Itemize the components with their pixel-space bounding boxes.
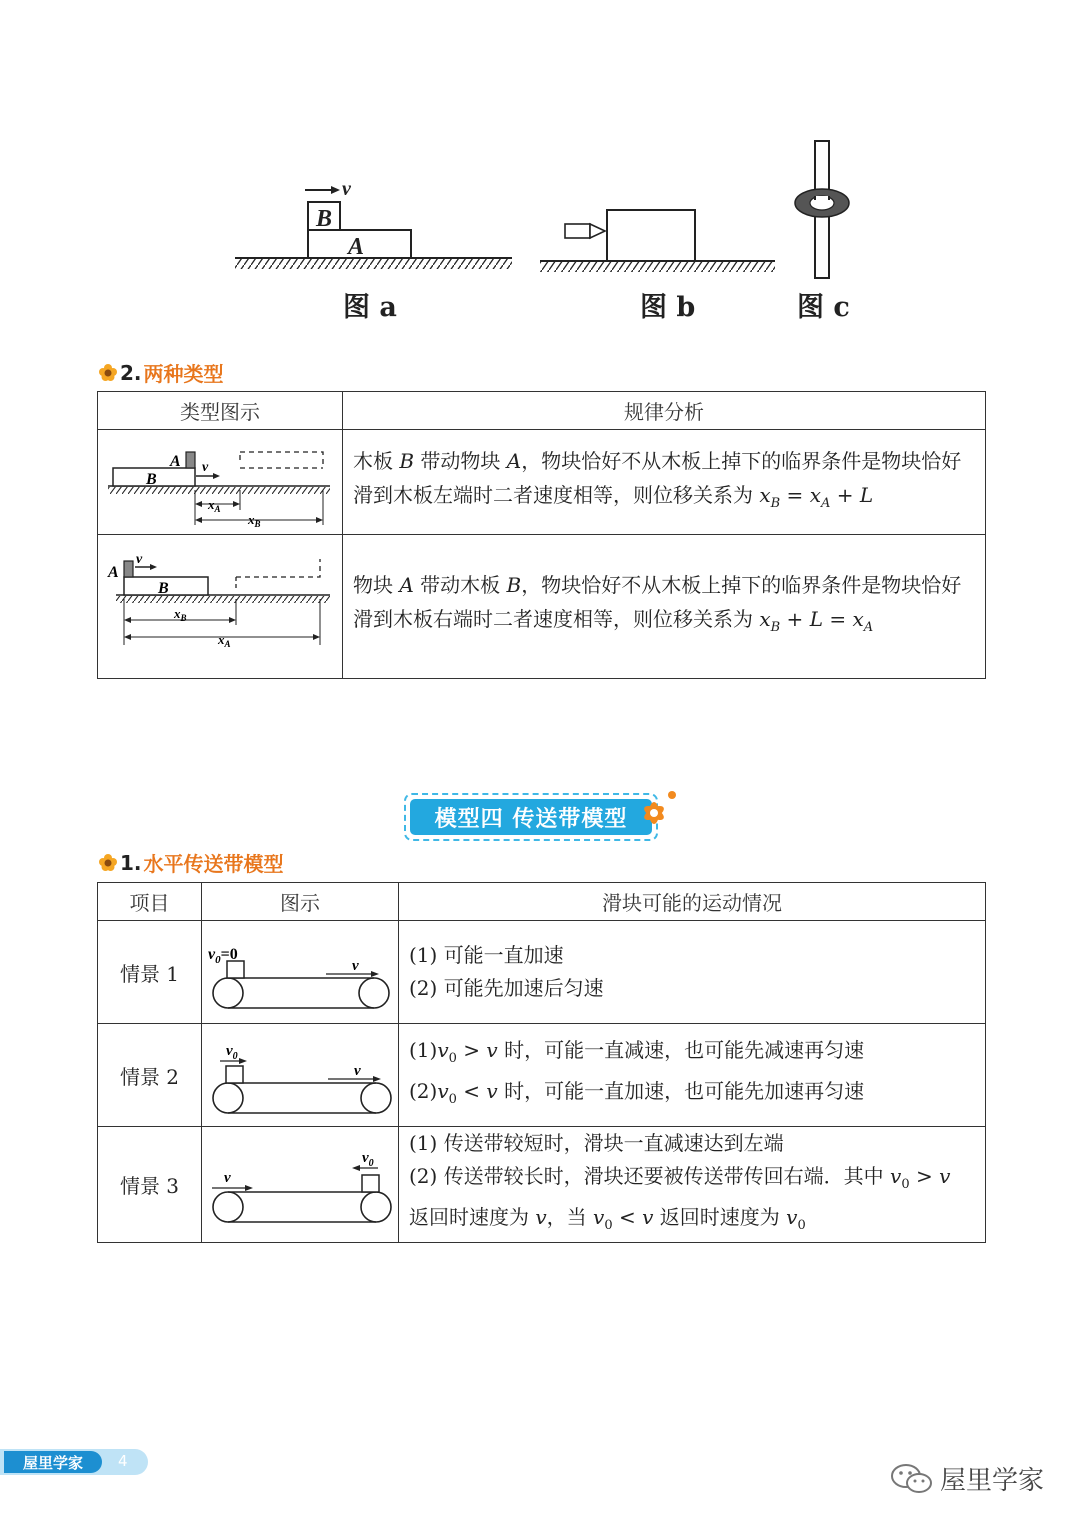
figure-c-caption: 图 c — [797, 292, 850, 323]
banner-flower-icon — [632, 787, 680, 835]
footer-brand: 屋里学家 — [4, 1451, 102, 1473]
scene-3-diagram — [202, 1127, 399, 1243]
section-2-heading — [98, 358, 224, 387]
scene-1-line-2: (2) 可能先加速后匀速 — [409, 976, 604, 1000]
t2-label-B: B — [158, 579, 169, 597]
t1-label-v: v — [202, 460, 209, 475]
svg-text:xB — [173, 606, 187, 623]
svg-text:xB — [247, 512, 261, 529]
t2-xA: x — [218, 631, 225, 647]
svg-text:v0: $v_0$ — [362, 1150, 374, 1169]
scene-1-label: 情景 1 — [98, 921, 202, 1024]
t2-text-0: 物块 — [353, 573, 400, 597]
t2-text-1: A — [399, 573, 414, 597]
types-header-diagram: 类型图示 — [98, 392, 343, 430]
figure-b — [535, 200, 780, 280]
t2-xA-sub: A — [224, 638, 231, 649]
t1-text-3: A — [506, 448, 522, 473]
conveyor-header-diagram: 图示 — [202, 883, 399, 921]
t1-label-B: B — [146, 471, 157, 488]
t1-label-A: A — [170, 453, 181, 470]
s3-v0: v — [362, 1150, 369, 1166]
t1-text-4: ，物块恰好不从木板上掉下的临界条件是物块恰好滑到木板左端时二者速度相等，则位移关系为 — [353, 448, 962, 507]
conveyor-header-item: 项目 — [98, 883, 202, 921]
t2-text-4: ，物块恰好不从木板上掉下的临界条件是物块恰好滑到木板右端时二者速度相等，则位移关系为 — [353, 573, 962, 631]
scene-2-label: 情景 2 — [98, 1024, 202, 1127]
flower-icon — [98, 363, 118, 383]
s2-v0: v — [226, 1042, 233, 1059]
t2-xB: x — [174, 605, 181, 621]
scene-2-diagram — [202, 1024, 399, 1127]
section-2-number: 2. — [120, 360, 142, 385]
t2-label-A: A — [108, 563, 119, 581]
scene-3-line-2: (2) 传送带较长时，滑块还要被传送带传回右端．其中 $v_0 > v$ — [409, 1164, 951, 1192]
s1-v0: v — [208, 945, 216, 963]
fig-a-label-B: B — [316, 206, 333, 232]
section-2-title: 两种类型 — [143, 362, 224, 386]
types-table — [97, 391, 986, 679]
page-number: 4 — [118, 1452, 128, 1470]
t2-formula: $x_B + L = x_A$ — [759, 607, 874, 635]
t1-text-2: 带动物块 — [414, 448, 507, 473]
s1-v: v — [352, 957, 359, 974]
types-row1-analysis — [343, 430, 986, 535]
watermark-text: 屋里学家 — [940, 1466, 1045, 1496]
t1-text-1: B — [399, 448, 415, 473]
scene-3-line-1: (1) 传送带较短时，滑块一直减速达到左端 — [409, 1131, 784, 1155]
figure-c — [790, 138, 850, 283]
footer-tab — [0, 1449, 148, 1475]
scene-3-motion — [399, 1127, 986, 1243]
t2-text-3: B — [506, 573, 522, 597]
scene-3-line-3: 返回时速度为 v，当 $v_0 < v$ 返回时速度为 $v_0$ — [409, 1205, 806, 1233]
scene-1-diagram — [202, 921, 399, 1024]
model-banner-title: 模型四 传送带模型 — [410, 799, 652, 835]
flower-icon — [98, 853, 118, 873]
types-row1-diagram — [98, 430, 343, 535]
t1-text-0: 木板 — [353, 448, 400, 473]
types-header-analysis: 规律分析 — [343, 392, 986, 430]
fig-a-label-A: A — [348, 234, 365, 260]
t2-xB-sub: B — [180, 612, 187, 623]
scene-2-line-1: $(1)v_0 > v$ 时，可能一直减速，也可能先减速再匀速 — [409, 1038, 865, 1066]
types-row2-diagram — [98, 535, 343, 679]
svg-text:v0: $v_0$ — [226, 1042, 238, 1062]
type2-diagram — [98, 545, 338, 665]
t1-xB-sub: B — [254, 519, 261, 529]
s3-v: v — [224, 1170, 231, 1186]
figure-a — [230, 175, 515, 275]
t2-text-2: 带动木板 — [413, 573, 507, 597]
scene-3-label: 情景 3 — [98, 1127, 202, 1243]
t2-label-v: v — [136, 551, 143, 567]
svg-text:xA — [207, 497, 221, 514]
scene-1-motion — [399, 921, 986, 1024]
figure-a-caption: 图 a — [343, 292, 397, 323]
t1-formula: $x_B = x_A + L$ — [759, 482, 874, 511]
type1-diagram — [98, 430, 338, 530]
model-banner — [404, 793, 658, 841]
section-1-heading — [98, 848, 284, 877]
conveyor-header-motion: 滑块可能的运动情况 — [399, 883, 986, 921]
scene-2-motion — [399, 1024, 986, 1127]
t1-xB: x — [248, 512, 255, 527]
fig-a-label-v: v — [342, 178, 351, 200]
types-row2-analysis — [343, 535, 986, 679]
section-1-title: 水平传送带模型 — [143, 852, 284, 876]
t1-xA: x — [208, 497, 215, 512]
svg-text:v0=0: $v_0=0$ — [208, 945, 238, 966]
watermark — [890, 1460, 1044, 1497]
t1-xA-sub: A — [214, 504, 221, 514]
svg-text:xA — [217, 632, 231, 649]
conveyor-table — [97, 882, 986, 1243]
figure-b-caption: 图 b — [640, 292, 696, 323]
scene-2-line-2: $(2)v_0 < v$ 时，可能一直加速，也可能先加速再匀速 — [409, 1079, 865, 1107]
section-1-number: 1. — [120, 850, 142, 875]
scene-1-line-1: (1) 可能一直加速 — [409, 943, 564, 967]
s2-v: v — [354, 1062, 361, 1079]
wechat-icon — [890, 1462, 934, 1496]
